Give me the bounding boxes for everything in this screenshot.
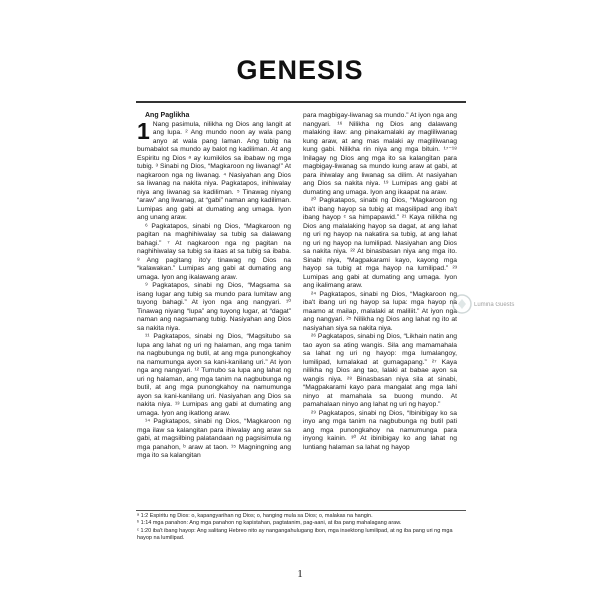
footnote: ᵇ 1:14 mga panahon: Ang mga panahon ng kapistahan, pagtatanim, pag-aani, at iba pang mahalagang araw. [137, 520, 402, 527]
right-text-column [303, 112, 457, 452]
verse-paragraph: ⁹ Pagkatapos, sinabi ng Dios, “Magsama sa isang lugar ang tubig sa mundo para lumitaw ang tuyong bahagi.” At iyon nga ang nangyari. ¹⁰ Tinawag niyang “lupa” ang tuyong lugar, at “dagat” naman ang nagsamang tubig. Nasiyahan ang Dios sa nakita niya. [137, 282, 291, 332]
page-number: 1 [297, 568, 303, 580]
verse-paragraph: ²⁴ Pagkatapos, sinabi ng Dios, “Magkaroon ng iba't ibang uri ng hayop sa lupa: mga hayop na maamo at mailap, malalaki at maliliit.” At iyon nga ang nangyari. ²⁵ Nilikha ng Dios ang lahat ng ito at nasiyahan siya sa nakita niya. [303, 290, 457, 332]
verse-paragraph: ²⁹ Pagkatapos, sinabi ng Dios, “Ibinibigay ko sa inyo ang mga tanim na nagbubunga ng butil pati ang mga punongkahoy na namumunga para inyong kainin. ³⁰ At ibinibigay ko ang lahat ng luntiang halaman sa lahat ng hayop [303, 409, 457, 451]
verse-paragraph: para magbigay-liwanag sa mundo.” At iyon nga ang nangyari. ¹⁶ Nilikha ng Dios ang dalawang malaking ilaw: ang pinakamalaki ay magliliwanag kung araw, at ang mas malaki ay magliliwanag kung gabi. Nilikha rin niya ang mga bituin. ¹⁷⁻¹⁸ Inilagay ng Dios ang mga ito sa kalangitan para magbigay-liwanag sa mundo kung araw at gabi, at para ihiwalay ang liwanag sa dilim. At nasiyahan ang Dios sa nakita niya. ¹⁹ Lumipas ang gabi at dumating ang umaga. Iyon ang ikaapat na araw. [303, 112, 457, 196]
verse-paragraph: ⁶ Pagkatapos, sinabi ng Dios, “Magkaroon ng pagitan na maghihiwalay sa tubig sa dalawang bahagi.” ⁷ At nagkaroon nga ng pagitan na naghihiwalay sa tubig sa itaas at sa tubig sa ibaba. ⁸ Ang pagitang ito'y tinawag ng Dios na “kalawakan.” Lumipas ang gabi at dumating ang umaga. Iyon ang ikalawang araw. [137, 222, 291, 281]
book-title: GENESIS [236, 55, 364, 85]
section-heading: Ang Paglikha [145, 112, 190, 119]
title-rule [136, 101, 466, 103]
footnotes [137, 513, 467, 542]
verse-paragraph: ²⁶ Pagkatapos, sinabi ng Dios, “Likhain natin ang tao ayon sa ating wangis. Sila ang mamamahala sa lahat ng uri ng hayop: mga lumalangoy, lumilipad, lumalakad at gumagapang.” ²⁷ Kaya nilikha ng Dios ang tao, lalaki at babae ayon sa wangis niya. ²⁸ Binasbasan niya sila at sinabi, “Magpakarami kayo para mangalat ang mga lahi ninyo at mamahala sa buong mundo. At pamahalaan ninyo ang lahat ng uri ng hayop.” [303, 333, 457, 408]
footnote-rule [136, 510, 466, 511]
left-text-column [137, 112, 291, 461]
verse-paragraph: ²⁰ Pagkatapos, sinabi ng Dios, “Magkaroon ng iba't ibang hayop sa tubig at magsilipad ang iba't ibang hayop ᶜ sa himpapawid.” ²¹ Kaya nilikha ng Dios ang malalaking hayop sa dagat, at ang lahat ng uri ng hayop na nakatira sa tubig, at ang lahat ng uri ng hayop na lumilipad. Nasiyahan ang Dios sa nakita niya. ²² At binasbasan niya ang mga ito. Sinabi niya, “Magpakarami kayo, kayong mga hayop sa tubig at mga hayop na lumilipad.” ²³ Lumipas ang gabi at dumating ang umaga. Iyon ang ikalimang araw. [303, 197, 457, 289]
chapter-number: 1 [137, 117, 150, 144]
footnote: ᵃ 1:2 Espiritu ng Dios: o, kapangyarihan ng Dios; o, hanging mula sa Dios; o, malakas na hangin. [137, 513, 373, 519]
footnote: ᶜ 1:20 iba't ibang hayop: Ang salitang Hebreo nito ay nangangahulugang ibon, mga insektong lumilipad, at ng iba pang uri ng mga hayop na lumilipad. [137, 527, 453, 541]
verse-paragraph: ¹¹ Pagkatapos, sinabi ng Dios, “Magsitubo sa lupa ang lahat ng uri ng halaman, ang mga tanim na nagbubunga ng butil, at ang mga punongkahoy na namumunga ayon sa kani-kanilang uri.” At iyon nga ang nangyari. ¹² Tumubo sa lupa ang lahat ng uri ng halaman, ang mga tanim na nagbubunga ng butil, at ang mga punongkahoy na namumunga ayon sa kani-kanilang uri. Nasiyahan ang Dios sa nakita niya. ¹³ Lumipas ang gabi at dumating ang umaga. Iyon ang ikatlong araw. [137, 333, 291, 417]
verse-paragraph: ¹⁴ Pagkatapos, sinabi ng Dios, “Magkaroon ng mga ilaw sa kalangitan para ihiwalay ang araw sa gabi, at magsilbing palatandaan ng pagsisimula ng mga panahon, ᵇ araw at taon. ¹⁵ Magningning ang mga ito sa kalangitan [137, 418, 291, 459]
paragraph-text: Nang pasimula, nilikha ng Dios ang langit at ang lupa. ² Ang mundo noon ay wala pang anyo at wala pang laman. Ang tubig na bumabalot sa mundo ay balot ng kadiliman. At ang Espiritu ng Dios ᵃ ay kumikilos sa ibabaw ng mga tubig. ³ Sinabi ng Dios, “Magkaroon ng liwanag!” At nagkaroon nga ng liwanag. ⁴ Nasiyahan ang Dios sa liwanag na nakita niya. Pagkatapos, inihiwalay niya ang liwanag sa kadiliman. ⁵ Tinawag niyang “araw” ang liwanag, at “gabi” naman ang kadiliman. Lumipas ang gabi at dumating ang umaga. Iyon ang unang araw. [137, 120, 291, 221]
verse-paragraph [137, 117, 291, 223]
watermark-text: Lumina Guests [474, 302, 515, 308]
